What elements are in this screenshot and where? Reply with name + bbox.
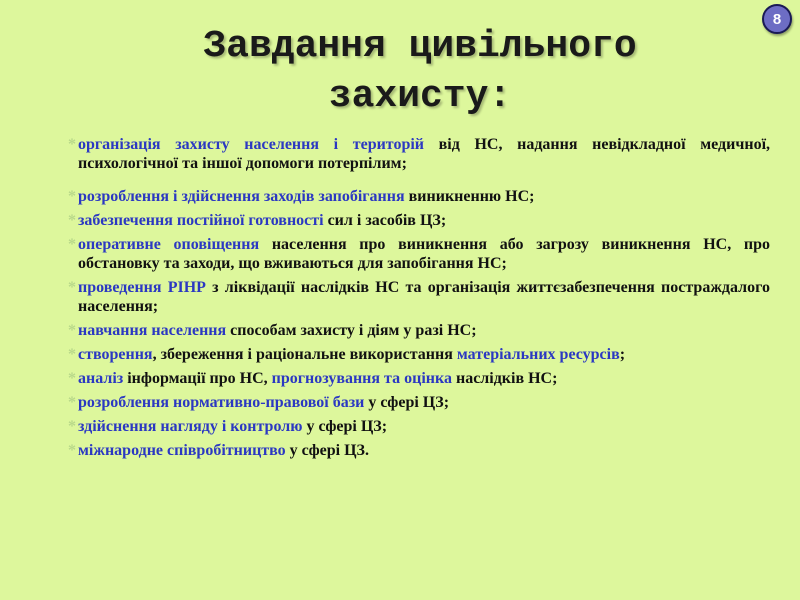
task-item	[78, 211, 770, 230]
task-key-phrase: аналіз	[78, 370, 124, 387]
task-item	[78, 278, 770, 316]
tasks-list	[78, 135, 770, 465]
task-item	[78, 441, 770, 460]
task-key-phrase: міжнародне співробітництво	[78, 442, 286, 459]
task-text: сил і засобів ЦЗ;	[323, 212, 447, 229]
task-key-phrase: забезпечення постійної готовності	[78, 212, 324, 229]
task-text: з ліквідації наслідків НС та організація життєзабезпечення постраждалого населення;	[78, 279, 770, 315]
task-text: від НС, надання невідкладної медичної, психологічної та іншої допомоги потерпілим;	[78, 136, 771, 172]
task-item	[78, 393, 770, 412]
task-item	[78, 417, 770, 436]
task-text: , збереження і раціональне використання	[152, 346, 457, 363]
task-key-phrase: розроблення нормативно-правової бази	[78, 394, 365, 411]
task-key-phrase: організація захисту населення і територій	[78, 136, 425, 153]
task-item	[78, 135, 770, 173]
task-text: способам захисту і діям у разі НС;	[226, 322, 477, 339]
slide-number: 8	[772, 10, 782, 28]
task-text: виникненню НС;	[404, 188, 535, 205]
task-key-phrase: прогнозування та оцінка	[271, 370, 452, 387]
task-key-phrase: матеріальних ресурсів	[456, 346, 620, 363]
task-text: населення про виникнення або загрозу виникнення НС, про обстановку та заходи, що вживаються для запобігання НС;	[78, 236, 770, 272]
task-key-phrase: створення	[78, 346, 153, 363]
slide-title	[0, 22, 800, 122]
task-text: наслідків НС;	[451, 370, 558, 387]
task-text: у сфері ЦЗ.	[285, 442, 369, 459]
task-key-phrase: оперативне оповіщення	[78, 236, 260, 253]
task-text: інформації про НС,	[123, 370, 272, 387]
task-item	[78, 369, 770, 388]
task-key-phrase: здійснення нагляду і контролю	[78, 418, 303, 435]
task-item	[78, 235, 770, 273]
task-key-phrase: навчання населення	[78, 322, 227, 339]
task-item	[78, 187, 770, 206]
slide-title-line-2: захисту:	[328, 75, 512, 118]
task-key-phrase: проведення РІНР	[78, 279, 206, 296]
task-text: ;	[619, 346, 626, 363]
slide-title-line-1: Завдання цивільного	[203, 25, 637, 68]
task-item	[78, 345, 770, 364]
task-text: у сфері ЦЗ;	[302, 418, 388, 435]
task-item	[78, 321, 770, 340]
task-text: у сфері ЦЗ;	[364, 394, 450, 411]
task-key-phrase: розроблення і здійснення заходів запобігання	[78, 188, 405, 205]
